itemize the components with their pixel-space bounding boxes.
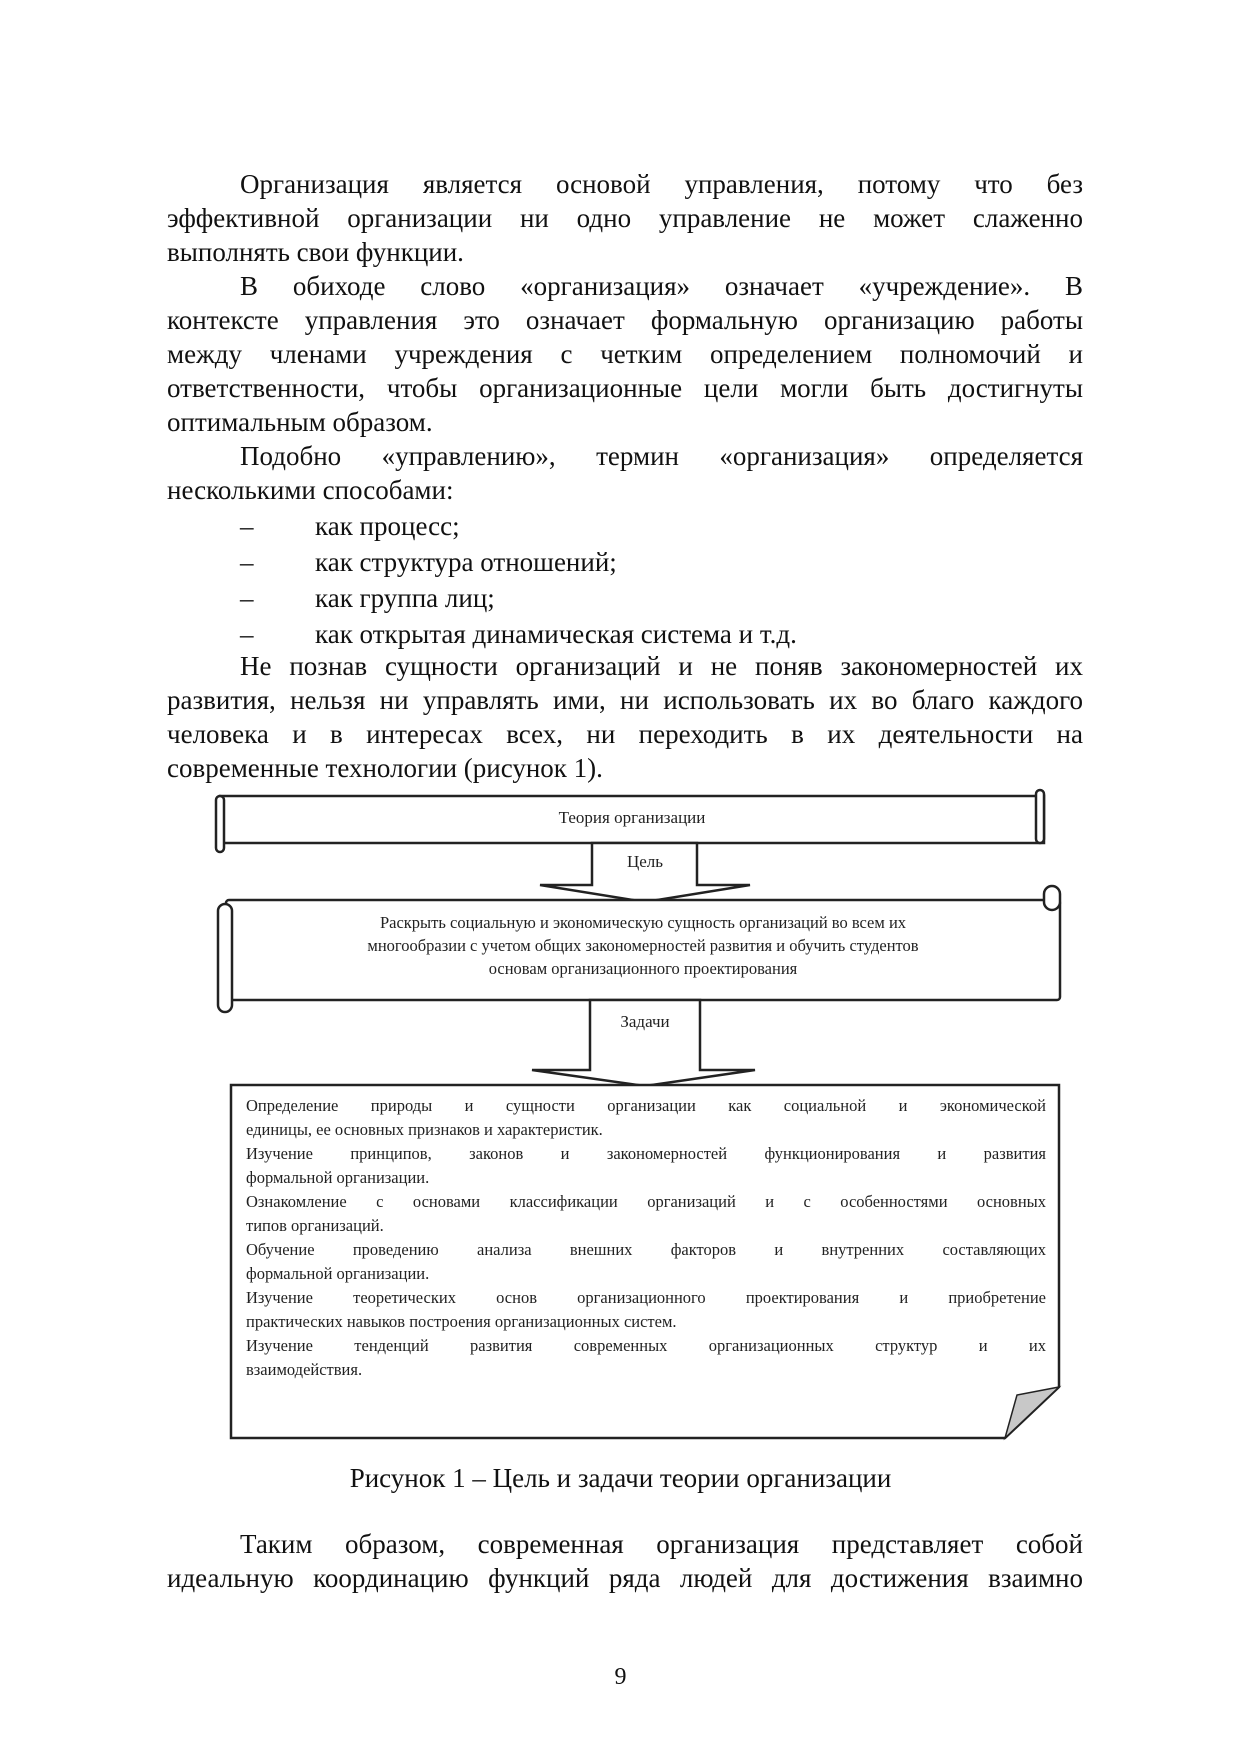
text-line: идеальную координацию функций ряда людей для достижения взаимно	[167, 1563, 1083, 1593]
text-line: развития, нельзя ни управлять ими, ни использовать их во благо каждого	[167, 685, 1083, 715]
arrow-tasks-label: Задачи	[620, 1012, 670, 1031]
list-bullet: –	[240, 511, 254, 541]
task-line: типов организаций.	[246, 1216, 384, 1235]
text-line: Организация является основой управления, потому что без	[240, 169, 1083, 199]
task-line: практических навыков построения организационных систем.	[246, 1312, 677, 1331]
list-bullet: –	[240, 547, 254, 577]
task-line: Изучение принципов, законов и закономерностей функционирования и развития	[246, 1144, 1046, 1163]
text-line: между членами учреждения с четким определением полномочий и	[167, 339, 1083, 369]
text-line: В обиходе слово «организация» означает «учреждение». В	[240, 271, 1083, 301]
task-line: формальной организации.	[246, 1264, 430, 1283]
text-line: эффективной организации ни одно управление не может слаженно	[167, 203, 1083, 233]
goal-line: многообразии с учетом общих закономерностей развития и обучить студентов	[367, 936, 919, 955]
text-line: современные технологии (рисунок 1).	[167, 753, 603, 783]
text-line: человека и в интересах всех, ни переходить в их деятельности на	[167, 719, 1083, 749]
top-box-label: Теория организации	[558, 808, 706, 827]
text-line: несколькими способами:	[167, 475, 454, 505]
list-item: как структура отношений;	[315, 547, 617, 577]
text-line: Таким образом, современная организация представляет собой	[240, 1529, 1083, 1559]
text-line: выполнять свои функции.	[167, 237, 464, 267]
task-line: Изучение теоретических основ организационного проектирования и приобретение	[246, 1288, 1046, 1307]
goal-line: Раскрыть социальную и экономическую сущность организаций во всем их	[379, 913, 907, 932]
list-item: как процесс;	[315, 511, 460, 541]
page-number: 9	[614, 1664, 627, 1690]
text-line: оптимальным образом.	[167, 407, 433, 437]
task-line: Обучение проведению анализа внешних факторов и внутренних составляющих	[246, 1240, 1046, 1259]
list-bullet: –	[240, 583, 254, 613]
figure-caption: Рисунок 1 – Цель и задачи теории организации	[349, 1463, 892, 1493]
task-line: Ознакомление с основами классификации организаций и с особенностями основных	[246, 1192, 1046, 1211]
list-bullet: –	[240, 619, 254, 649]
list-item: как открытая динамическая система и т.д.	[315, 619, 797, 649]
arrow-goal-label: Цель	[626, 852, 664, 871]
task-line: единицы, ее основных признаков и характеристик.	[246, 1120, 603, 1139]
goal-line: основам организационного проектирования	[488, 959, 798, 978]
text-line: Подобно «управлению», термин «организация» определяется	[240, 441, 1083, 471]
text-line: ответственности, чтобы организационные цели могли быть достигнуты	[167, 373, 1083, 403]
text-line: контексте управления это означает формальную организацию работы	[167, 305, 1083, 335]
list-item: как группа лиц;	[315, 583, 495, 613]
task-line: Определение природы и сущности организации как социальной и экономической	[246, 1096, 1046, 1115]
task-line: Изучение тенденций развития современных организационных структур и их	[246, 1336, 1046, 1355]
text-line: Не познав сущности организаций и не поняв закономерностей их	[240, 651, 1083, 681]
task-line: формальной организации.	[246, 1168, 430, 1187]
task-line: взаимодействия.	[246, 1360, 363, 1379]
